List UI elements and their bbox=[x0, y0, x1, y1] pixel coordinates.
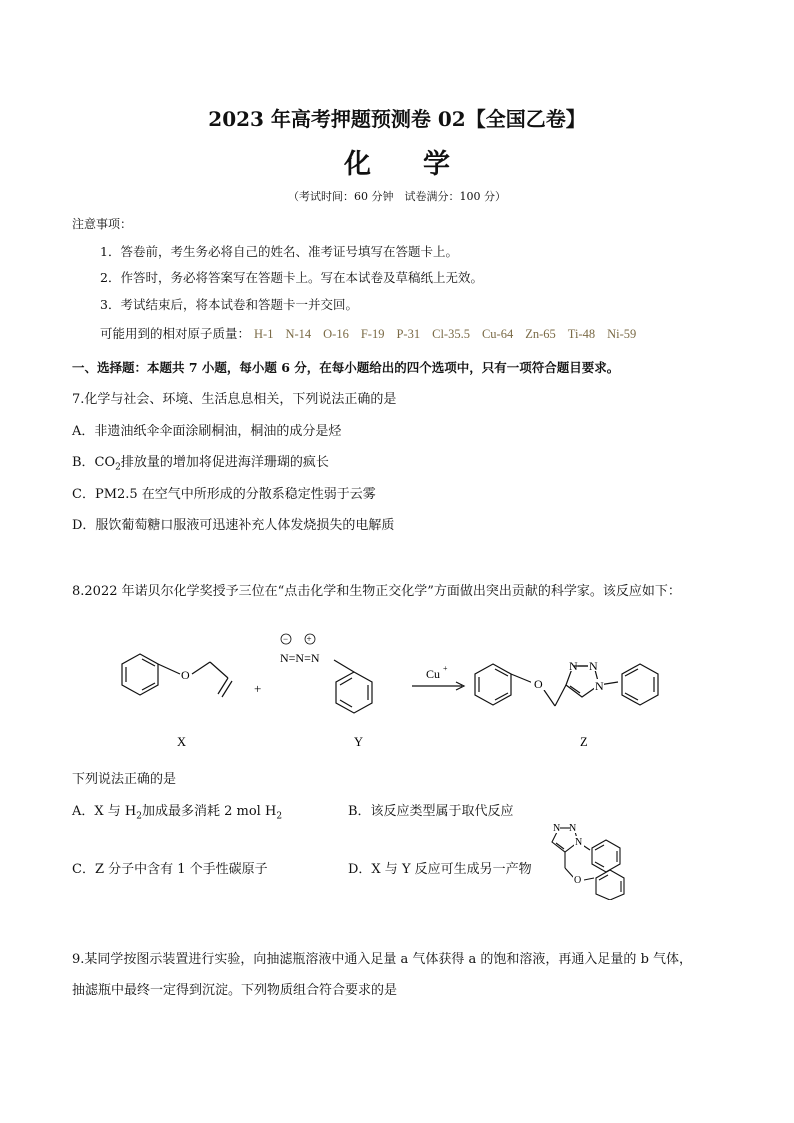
q7-b-sub: 2 bbox=[115, 462, 121, 473]
atomic-mass: Cl-35.5 bbox=[432, 327, 470, 341]
atomic-mass: P-31 bbox=[396, 327, 421, 341]
catalyst: Cu bbox=[426, 667, 441, 681]
atomic-mass: Ni-59 bbox=[607, 327, 637, 341]
z-benzene-ring-1 bbox=[475, 664, 511, 705]
atomic-mass: Cu-64 bbox=[481, 327, 514, 341]
atomic-mass: N-14 bbox=[285, 327, 312, 341]
atomic-mass: F-19 bbox=[360, 327, 385, 341]
molecule-x bbox=[122, 654, 232, 697]
q7-stem: 7.化学与社会、环境、生活息息相关，下列说法正确的是 bbox=[72, 392, 397, 407]
q8-option-b: B．该反应类型属于取代反应 bbox=[348, 804, 514, 819]
q7-b-post: 排放量的增加将促进海洋珊瑚的疯长 bbox=[120, 455, 329, 470]
molecule-z bbox=[475, 664, 658, 706]
q7-b-pre: B．CO bbox=[72, 455, 116, 470]
notes-heading: 注意事项： bbox=[72, 217, 133, 231]
note-item: 1．答卷前，考生务必将自己的姓名、准考证号填写在答题卡上。 bbox=[100, 244, 458, 259]
label-z: Z bbox=[580, 735, 588, 749]
q8-option-a bbox=[72, 800, 282, 822]
note-item: 3．考试结束后，将本试卷和答题卡一并交回。 bbox=[100, 297, 358, 312]
d-benzene-ring-1 bbox=[592, 840, 620, 872]
q8-a-sub2: 2 bbox=[276, 811, 283, 822]
y-benzene-ring bbox=[336, 672, 372, 713]
x-benzene-ring bbox=[122, 654, 158, 695]
z-n3: N bbox=[595, 679, 604, 693]
q9-line1: 9.某同学按图示装置进行实验，向抽滤瓶溶液中通入足量 a 气体获得 a 的饱和溶液，再通入足量的 b 气体， bbox=[72, 952, 693, 967]
exam-title: 2023 年高考押题预测卷 02【全国乙卷】 bbox=[208, 107, 586, 131]
atomic-mass: O-16 bbox=[323, 327, 349, 341]
reaction-scheme bbox=[100, 610, 720, 760]
q8-a-pre: A．X 与 H bbox=[72, 804, 137, 819]
q7-option-b bbox=[72, 451, 329, 473]
d-n2: N bbox=[569, 823, 577, 834]
atomic-mass: Ti-48 bbox=[567, 327, 596, 341]
q8-stem: 8.2022 年诺贝尔化学奖授予三位在“点击化学和生物正交化学”方面做出突出贡献的科学家。该反应如下： bbox=[72, 584, 681, 599]
note-item: 2．作答时，务必将答案写在答题卡上。写在本试卷及草稿纸上无效。 bbox=[100, 270, 483, 285]
label-x: X bbox=[177, 735, 187, 749]
q8-a-mid: 加成最多消耗 2 mol H bbox=[141, 804, 277, 819]
z-n1: N bbox=[569, 659, 578, 673]
d-n1: N bbox=[553, 823, 561, 834]
plus-charge: + bbox=[306, 634, 312, 644]
x-oxygen: O bbox=[181, 668, 190, 682]
z-oxygen: O bbox=[534, 677, 543, 691]
q8-prompt: 下列说法正确的是 bbox=[72, 772, 177, 787]
q7-option-c: C．PM2.5 在空气中所形成的分散系稳定性弱于云雾 bbox=[72, 487, 376, 502]
atomic-mass: Zn-65 bbox=[525, 327, 556, 341]
q8-option-c: C．Z 分子中含有 1 个手性碳原子 bbox=[72, 862, 268, 877]
option-d-structure bbox=[538, 820, 638, 900]
subject-title: 化学 bbox=[344, 149, 502, 180]
atomic-mass-values bbox=[254, 327, 648, 341]
minus-charge: − bbox=[283, 634, 289, 644]
q8-option-d: D．X 与 Y 反应可生成另一产物 bbox=[348, 862, 532, 877]
atomic-mass-label: 可能用到的相对原子质量： bbox=[100, 326, 251, 341]
d-benzene-ring-2 bbox=[596, 870, 624, 900]
atomic-mass: H-1 bbox=[254, 327, 274, 341]
q7-option-d: D．服饮葡萄糖口服液可迅速补充人体发烧损失的电解质 bbox=[72, 518, 395, 533]
catalyst-charge: + bbox=[443, 664, 448, 673]
reaction-arrow bbox=[412, 682, 464, 690]
q8-a-sub1: 2 bbox=[136, 811, 142, 822]
z-benzene-ring-2 bbox=[622, 664, 658, 705]
z-n2: N bbox=[589, 659, 598, 673]
plus-sign: + bbox=[254, 681, 262, 696]
molecule-y bbox=[334, 660, 372, 713]
section-heading: 一、选择题：本题共 7 小题，每小题 6 分，在每小题给出的四个选项中，只有一项符合题目要求。 bbox=[72, 360, 620, 375]
d-oxygen: O bbox=[574, 875, 582, 886]
q9-line2: 抽滤瓶中最终一定得到沉淀。下列物质组合符合要求的是 bbox=[72, 983, 398, 998]
atomic-mass-line bbox=[100, 324, 648, 342]
d-n3: N bbox=[575, 837, 583, 848]
q7-option-a: A．非遗油纸伞伞面涂刷桐油，桐油的成分是烃 bbox=[72, 424, 342, 439]
azide-group: N=N=N bbox=[280, 651, 320, 665]
exam-info: （考试时间：60 分钟 试卷满分：100 分） bbox=[288, 190, 506, 203]
label-y: Y bbox=[354, 735, 364, 749]
